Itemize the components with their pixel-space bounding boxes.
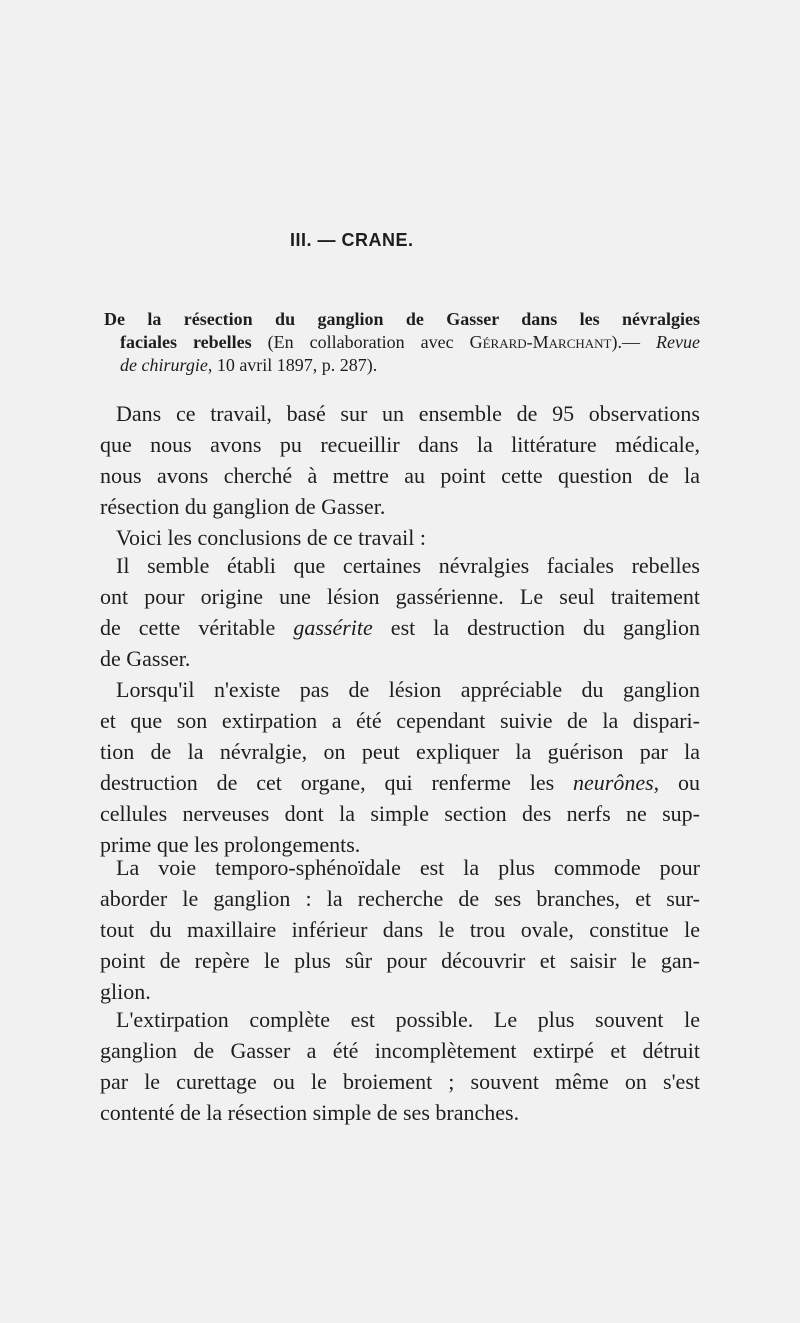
paragraph-3 xyxy=(100,550,700,674)
p4-line-2: et que son extirpation a été cependant suivie de la dispari- xyxy=(100,708,700,733)
reference-date-page: , 10 avril 1897, p. 287). xyxy=(207,355,378,375)
p4-line-3: tion de la névralgie, on peut expliquer la guérison par la xyxy=(100,739,700,764)
reference-collab-prefix: (En collaboration avec xyxy=(251,332,470,352)
p1-line-4: résection du ganglion de Gasser. xyxy=(100,494,386,519)
p5-line-4: point de repère le plus sûr pour découvrir et saisir le gan- xyxy=(100,948,700,973)
p5-line-1: La voie temporo-sphénoïdale est la plus commode pour xyxy=(116,855,700,880)
reference-journal-b: de chirurgie xyxy=(120,355,208,375)
bibliographic-reference xyxy=(104,308,700,377)
p3-line-3a: de cette véritable xyxy=(100,615,294,640)
p6-line-3: par le curettage ou le broiement ; souvent même on s'est xyxy=(100,1069,700,1094)
p4-line-6: prime que les prolongements. xyxy=(100,832,361,857)
p5-line-5: glion. xyxy=(100,979,151,1004)
paragraph-4 xyxy=(100,674,701,860)
reference-collab-suffix: ).— xyxy=(611,332,657,352)
p3-line-3 xyxy=(100,612,700,643)
p5-line-3: tout du maxillaire inférieur dans le trou ovale, constitue le xyxy=(100,917,700,942)
p3-line-2: ont pour origine une lésion gassérienne. Le seul traitement xyxy=(100,584,700,609)
p5-line-2: aborder le ganglion : la recherche de ses branches, et sur- xyxy=(100,886,700,911)
p4-line-4b: , ou xyxy=(653,770,701,795)
p4-line-4a: destruction de cet organe, qui renferme les xyxy=(100,770,573,795)
p4-line-1: Lorsqu'il n'existe pas de lésion appréciable du ganglion xyxy=(116,677,700,702)
p4-line-5: cellules nerveuses dont la simple section des nerfs ne sup- xyxy=(100,801,700,826)
reference-journal-a: Revue xyxy=(656,332,700,352)
p6-line-4: contenté de la résection simple de ses branches. xyxy=(100,1100,520,1125)
p4-line-4 xyxy=(100,767,700,798)
p1-line-3: nous avons cherché à mettre au point cette question de la xyxy=(100,463,700,488)
p1-line-2: que nous avons pu recueillir dans la littérature médicale, xyxy=(100,432,700,457)
paragraph-6 xyxy=(100,1004,700,1128)
p1-line-1: Dans ce travail, basé sur un ensemble de 95 observations xyxy=(116,401,700,426)
p6-line-2: ganglion de Gasser a été incomplètement extirpé et détruit xyxy=(100,1038,700,1063)
p3-gasserite: gassérite xyxy=(293,615,373,640)
section-heading: III. — CRANE. xyxy=(290,230,414,250)
paragraph-5 xyxy=(100,852,700,1007)
p3-line-4: de Gasser. xyxy=(100,646,191,671)
p3-line-1: Il semble établi que certaines névralgies faciales rebelles xyxy=(116,553,700,578)
p4-neurones: neurônes xyxy=(573,770,654,795)
paragraph-2 xyxy=(116,522,700,553)
paragraph-1 xyxy=(100,398,700,522)
reference-title-line2: faciales rebelles xyxy=(120,332,252,352)
p6-line-1: L'extirpation complète est possible. Le plus souvent le xyxy=(116,1007,700,1032)
reference-collaborator: Gérard-Marchant xyxy=(469,332,612,352)
p3-line-3b: est la destruction du ganglion xyxy=(372,615,700,640)
reference-title-line1: De la résection du ganglion de Gasser dans les névralgies xyxy=(104,309,700,329)
reference-line3 xyxy=(104,354,700,377)
reference-line2 xyxy=(104,331,700,354)
p2-line-1: Voici les conclusions de ce travail : xyxy=(116,525,426,550)
